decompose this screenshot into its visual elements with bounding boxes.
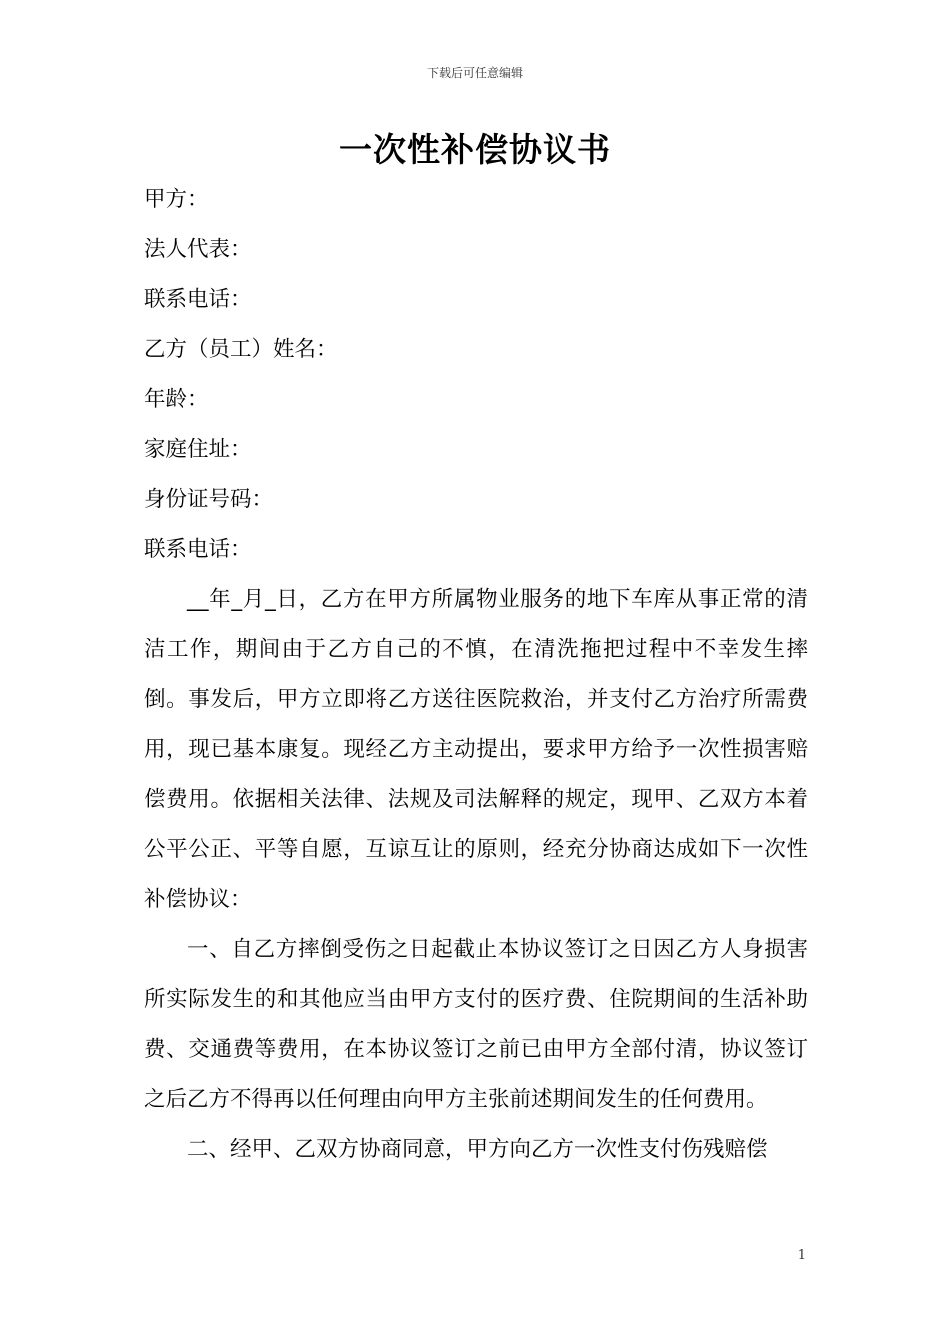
field-id-number: 身份证号码： [144, 487, 274, 512]
paragraph-clause-1: 一、自乙方摔倒受伤之日起截止本协议签订之日因乙方人身损害所实际发生的和其他应当由甲方支付的医疗费、住院期间的生活补助费、交通费等费用，在本协议签订之前已由甲方全部付清，协议签订之后乙方不得再以任何理由向甲方主张前述期间发生的任何费用。 [144, 937, 808, 1112]
paragraph-clause-2: 二、经甲、乙双方协商同意，甲方向乙方一次性支付伤残赔偿 [187, 1137, 768, 1162]
document-title: 一次性补偿协议书 [339, 130, 611, 169]
field-party-a: 甲方： [144, 187, 209, 212]
field-phone-party-a: 联系电话： [144, 287, 252, 312]
document-body [144, 175, 808, 1175]
field-legal-representative: 法人代表： [144, 237, 252, 262]
field-age: 年龄： [144, 387, 209, 412]
field-party-b-name: 乙方（员工）姓名： [144, 337, 338, 362]
field-phone-party-b: 联系电话： [144, 537, 252, 562]
field-home-address: 家庭住址： [144, 437, 252, 462]
page-number: 1 [797, 1248, 806, 1263]
page-header-note: 下载后可任意编辑 [426, 66, 523, 80]
paragraph-incident: __年_月_日，乙方在甲方所属物业服务的地下车库从事正常的清洁工作，期间由于乙方自己的不慎，在清洗拖把过程中不幸发生摔倒。事发后，甲方立即将乙方送往医院救治，并支付乙方治疗所需费用，现已基本康复。现经乙方主动提出，要求甲方给予一次性损害赔偿费用。依据相关法律、法规及司法解释的规定，现甲、乙双方本着公平公正、平等自愿，互谅互让的原则，经充分协商达成如下一次性补偿协议： [144, 587, 808, 912]
